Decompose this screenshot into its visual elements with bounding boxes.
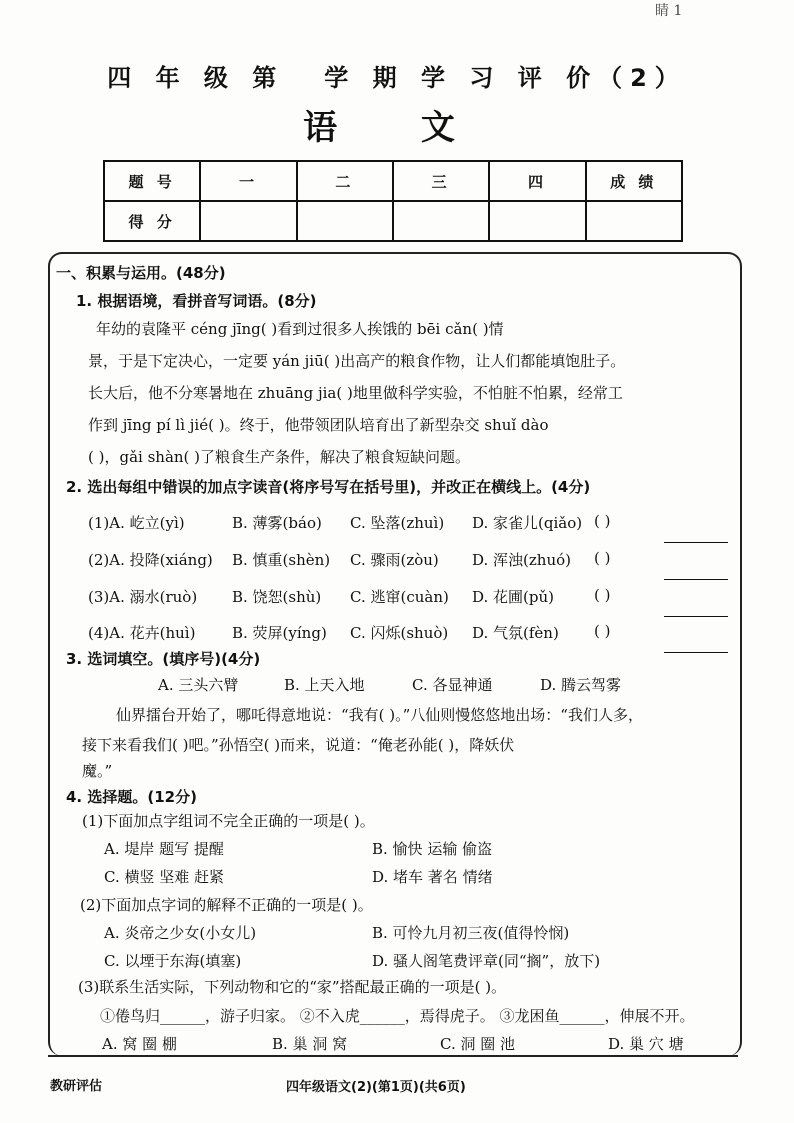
q4-sub2-option-c: C. 以堙于东海(填塞) [104, 952, 242, 970]
q1-line: 作到 jīng pí lì jié( )。终于，他带领团队培育出了新型杂交 shuǐ dào [88, 416, 549, 434]
section1-heading: 一、积累与运用。(48分) [56, 264, 226, 282]
title-left: 四 年 级 第 [107, 64, 285, 92]
q4-sub3-option-c: C. 洞 圈 池 [440, 1035, 516, 1053]
q4-sub2-option-a: A. 炎帝之少女(小女儿) [104, 924, 257, 942]
answer-line[interactable] [664, 528, 728, 547]
score-table-cell: 三 [393, 161, 489, 201]
footer-page-info: 四年级语文(2)(第1页)(共6页) [286, 1080, 466, 1095]
q3-option: A. 三头六臂 [158, 676, 239, 694]
q2-option: (4)A. 花卉(huì) [88, 624, 196, 642]
q2-option: D. 家雀儿(qiǎo) [472, 514, 583, 532]
answer-paren[interactable]: ( ) [594, 586, 611, 604]
score-input-cell[interactable] [586, 201, 682, 241]
q3-title: 3. 选词填空。(填序号)(4分) [66, 650, 261, 668]
q1-line: 年幼的袁隆平 céng jīng( )看到过很多人挨饿的 bēi cǎn( )情 [96, 320, 504, 338]
q4-sub2-title: (2)下面加点字词的解释不正确的一项是( )。 [80, 896, 373, 914]
q4-sub2-option-b: B. 可怜九月初三夜(值得怜悯) [372, 924, 570, 942]
score-table-cell: 四 [489, 161, 585, 201]
q3-line: 魔。” [82, 762, 113, 780]
score-input-cell[interactable] [489, 201, 585, 241]
q4-sub3-option-a: A. 窝 圈 棚 [102, 1035, 177, 1053]
q2-option: C. 闪烁(shuò) [350, 624, 449, 642]
answer-paren[interactable]: ( ) [594, 512, 611, 530]
q2-option: B. 荧屏(yíng) [232, 624, 327, 642]
q4-sub3-title: (3)联系生活实际，下列动物和它的“家”搭配最正确的一项是( )。 [78, 978, 507, 996]
score-table-score-row [104, 201, 682, 241]
q1-title: 1. 根据语境，看拼音写词语。(8分) [76, 292, 317, 310]
score-table [103, 160, 683, 242]
score-table-header-row [104, 161, 682, 201]
q3-option: D. 腾云驾雾 [540, 676, 622, 694]
score-table-cell: 题 号 [104, 161, 200, 201]
q2-option: B. 慎重(shèn) [232, 551, 331, 569]
subject-title: 语 文 [303, 108, 491, 148]
q4-sub1-title: (1)下面加点字组词不完全正确的一项是( )。 [82, 812, 375, 830]
q2-option: D. 浑浊(zhuó) [472, 551, 571, 569]
score-table-cell: 得 分 [104, 201, 200, 241]
q4-sub3-option-d: D. 巢 穴 塘 [608, 1035, 684, 1053]
answer-line[interactable] [664, 565, 728, 584]
q4-title: 4. 选择题。(12分) [66, 788, 197, 806]
q2-option: D. 气氛(fèn) [472, 624, 559, 642]
q4-sub1-option-a: A. 堤岸 题写 提醒 [104, 840, 224, 858]
q4-sub1-option-d: D. 堵车 著名 情绪 [372, 868, 493, 886]
q4-sub2-option-d: D. 骚人阁笔费评章(同“搁”，放下) [372, 952, 601, 970]
q3-line: 仙界擂台开始了，哪吒得意地说：“我有( )。”八仙则慢悠悠地出场：“我们人多， [116, 706, 643, 724]
score-input-cell[interactable] [297, 201, 393, 241]
question-frame-bottom [48, 1055, 738, 1057]
q1-line: ( )，gǎi shàn( )了粮食生产条件，解决了粮食短缺问题。 [88, 448, 471, 466]
q2-option: D. 花圃(pǔ) [472, 588, 554, 606]
answer-line[interactable] [664, 638, 728, 657]
score-input-cell[interactable] [200, 201, 296, 241]
q2-option: (3)A. 溺水(ruò) [88, 588, 198, 606]
answer-line[interactable] [664, 602, 728, 621]
score-table-cell: 成 绩 [586, 161, 682, 201]
title-right: 学 期 学 习 评 价（2） [324, 64, 687, 92]
q2-option: (1)A. 屹立(yì) [88, 514, 185, 532]
score-table-cell: 二 [297, 161, 393, 201]
q2-option: C. 逃窜(cuàn) [350, 588, 449, 606]
score-table-cell: 一 [200, 161, 296, 201]
q4-sub1-option-c: C. 横竖 坚难 赶紧 [104, 868, 225, 886]
q2-option: B. 饶恕(shù) [232, 588, 322, 606]
q4-sub3-line: ①倦鸟归______，游子归家。 ②不入虎______，焉得虎子。 ③龙困鱼______，伸展不开。 [100, 1007, 695, 1025]
corner-mark: 睛 1 [655, 3, 683, 19]
q1-line: 景，于是下定决心，一定要 yán jiū( )出高产的粮食作物，让人们都能填饱肚子。 [88, 352, 626, 370]
q2-title: 2. 选出每组中错误的加点字读音(将序号写在括号里)，并改正在横线上。(4分) [66, 478, 591, 496]
q1-line: 长大后，他不分寒暑地在 zhuāng jia( )地里做科学实验，不怕脏不怕累，经常工 [88, 384, 623, 402]
q2-option: (2)A. 投降(xiáng) [88, 551, 213, 569]
footer-left: 教研评估 [50, 1079, 103, 1094]
q3-option: C. 各显神通 [412, 676, 493, 694]
answer-paren[interactable]: ( ) [594, 549, 611, 567]
q4-sub1-option-b: B. 愉快 运输 偷盗 [372, 840, 493, 858]
q3-line: 接下来看我们( )吧。”孙悟空( )而来，说道：“俺老孙能( )，降妖伏 [82, 736, 515, 754]
q2-option: C. 坠落(zhuì) [350, 514, 445, 532]
q2-option: C. 骤雨(zòu) [350, 551, 439, 569]
exam-title [0, 58, 794, 93]
score-input-cell[interactable] [393, 201, 489, 241]
q3-option: B. 上天入地 [284, 676, 365, 694]
q2-option: B. 薄雾(báo) [232, 514, 322, 532]
answer-paren[interactable]: ( ) [594, 622, 611, 640]
q4-sub3-option-b: B. 巢 洞 窝 [272, 1035, 348, 1053]
